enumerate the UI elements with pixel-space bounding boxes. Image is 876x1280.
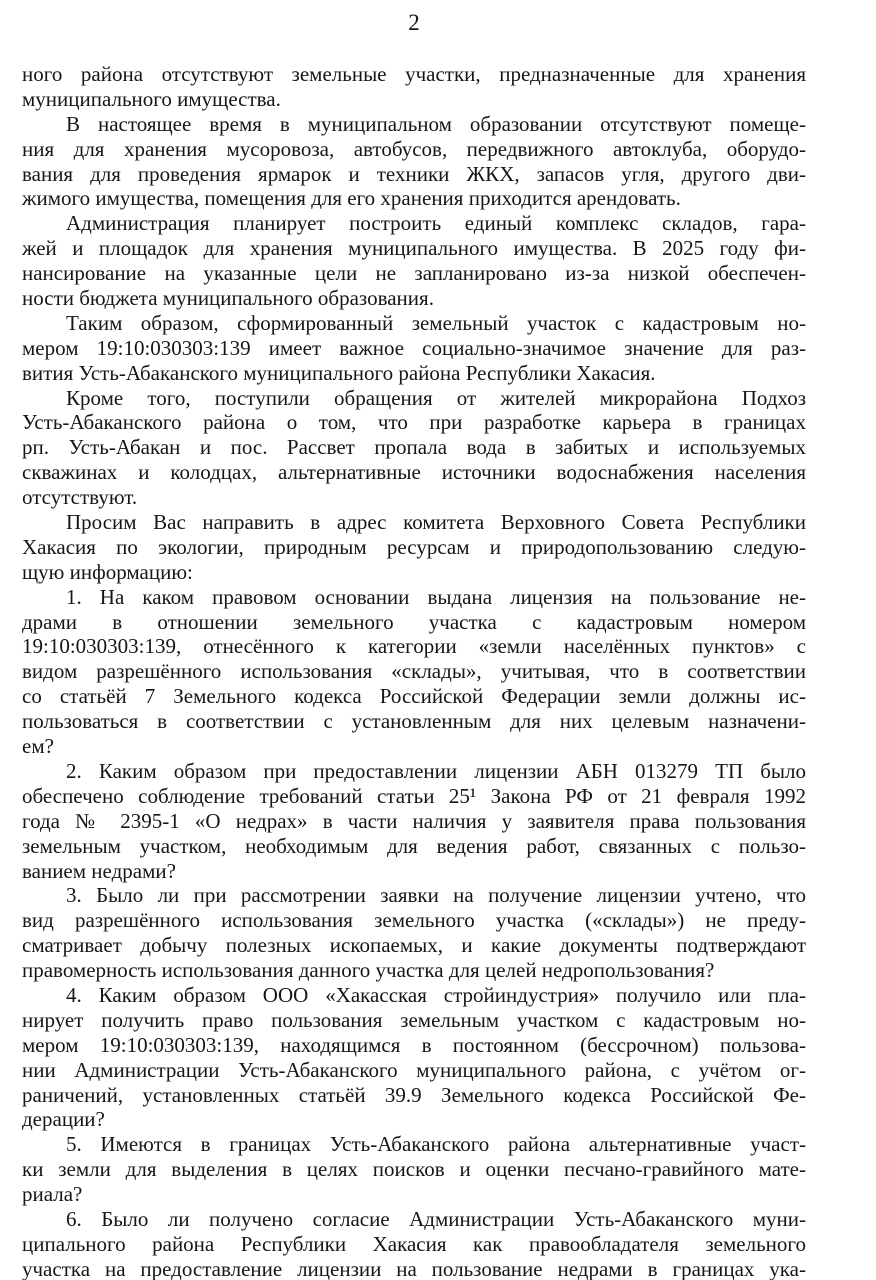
text-line: пользоваться в соответствии с установленным для них целевым назначени- <box>22 709 806 734</box>
text-line: ванием недрами? <box>22 858 176 883</box>
paragraph <box>22 311 806 386</box>
text-line: драми в отношении земельного участка с кадастровым номером <box>22 609 806 634</box>
text-line: 1. На каком правовом основании выдана лицензия на пользование не- <box>66 584 806 609</box>
text-line: нирует получить право пользования земельным участком с кадастровым но- <box>22 1007 806 1032</box>
text-line: видом разрешённого использования «склады», учитывая, что в соответствии <box>22 659 806 684</box>
text-line: ного района отсутствуют земельные участки, предназначенные для хранения <box>22 62 806 86</box>
text-line: раничений, установленных статьёй 39.9 Земельного кодекса Российской Фе- <box>22 1082 806 1107</box>
paragraph <box>22 1207 806 1280</box>
text-line: рп. Усть-Абакан и пос. Рассвет пропала вода в забитых и используемых <box>22 435 806 460</box>
text-line: отсутствуют. <box>22 485 138 510</box>
text-line: 19:10:030303:139, отнесённого к категории «земли населённых пунктов» с <box>22 634 806 659</box>
paragraph <box>22 883 806 983</box>
text-line: 5. Имеются в границах Усть-Абаканского района альтернативные участ- <box>66 1132 806 1157</box>
page-number: 2 <box>408 10 420 35</box>
paragraph <box>22 759 806 883</box>
text-line: нии Администрации Усть-Абаканского муниципального района, с учётом ог- <box>22 1057 806 1082</box>
text-line: скважинах и колодцах, альтернативные источники водоснабжения населения <box>22 460 806 485</box>
paragraph <box>22 112 806 212</box>
text-line: нансирование на указанные цели не запланировано из-за низкой обеспечен- <box>22 261 806 286</box>
text-line: 2. Каким образом при предоставлении лицензии АБН 013279 ТП было <box>66 758 806 783</box>
text-line: щую информацию: <box>22 559 193 584</box>
text-line: ципального района Республики Хакасия как правообладателя земельного <box>22 1231 806 1256</box>
text-line: Администрация планирует построить единый комплекс складов, гара- <box>66 211 806 236</box>
text-line: вид разрешённого использования земельного участка («склады») не преду- <box>22 908 806 933</box>
paragraph <box>22 211 806 311</box>
text-line: Хакасия по экологии, природным ресурсам и природопользованию следую- <box>22 534 806 559</box>
text-line: мером 19:10:030303:139 имеет важное социально-значимое значение для раз- <box>22 335 806 360</box>
paragraph <box>22 983 806 1132</box>
text-line: Таким образом, сформированный земельный участок с кадастровым но- <box>66 310 806 335</box>
text-line: обеспечено соблюдение требований статьи 25¹ Закона РФ от 21 февраля 1992 <box>22 783 806 808</box>
text-line: правомерность использования данного участка для целей недропользования? <box>22 958 715 983</box>
text-line: ности бюджета муниципального образования. <box>22 286 434 311</box>
paragraph <box>22 62 806 112</box>
text-line: земельным участком, необходимым для ведения работ, связанных с пользо- <box>22 833 806 858</box>
text-line: участка на предоставление лицензии на пользование недрами в границах ука- <box>22 1256 806 1280</box>
text-line: риала? <box>22 1182 83 1207</box>
text-line: 3. Было ли при рассмотрении заявки на получение лицензии учтено, что <box>66 883 806 908</box>
paragraph <box>22 1132 806 1207</box>
text-line: 4. Каким образом ООО «Хакасская стройиндустрия» получило или пла- <box>66 982 806 1007</box>
text-line: Кроме того, поступили обращения от жителей микрорайона Подхоз <box>66 385 806 410</box>
text-line: жей и площадок для хранения муниципального имущества. В 2025 году фи- <box>22 236 806 261</box>
text-line: года № 2395-1 «О недрах» в части наличия у заявителя права пользования <box>22 808 806 833</box>
text-line: мером 19:10:030303:139, находящимся в постоянном (бессрочном) пользова- <box>22 1032 806 1057</box>
text-line: вания для проведения ярмарок и техники ЖКХ, запасов угля, другого дви- <box>22 161 806 186</box>
text-line: В настоящее время в муниципальном образовании отсутствуют помеще- <box>66 111 806 136</box>
text-line: сматривает добычу полезных ископаемых, и какие документы подтверждают <box>22 933 806 958</box>
text-line: жимого имущества, помещения для его хранения приходится арендовать. <box>22 186 681 211</box>
text-line: дерации? <box>22 1107 105 1132</box>
document-body <box>22 62 806 1280</box>
text-line: со статьёй 7 Земельного кодекса Российской Федерации земли должны ис- <box>22 684 806 709</box>
text-line: ния для хранения мусоровоза, автобусов, передвижного автоклуба, оборудо- <box>22 136 806 161</box>
text-line: вития Усть-Абаканского муниципального района Республики Хакасия. <box>22 360 656 385</box>
paragraph <box>22 386 806 510</box>
text-line: ки земли для выделения в целях поисков и оценки песчано-гравийного мате- <box>22 1157 806 1182</box>
text-line: муниципального имущества. <box>22 86 281 111</box>
paragraph <box>22 510 806 585</box>
paragraph <box>22 585 806 759</box>
text-line: ем? <box>22 734 54 759</box>
text-line: Просим Вас направить в адрес комитета Верховного Совета Республики <box>66 510 806 535</box>
text-line: Усть-Абаканского района о том, что при разработке карьера в границах <box>22 410 806 435</box>
text-line: 6. Было ли получено согласие Администрации Усть-Абаканского муни- <box>66 1206 806 1231</box>
